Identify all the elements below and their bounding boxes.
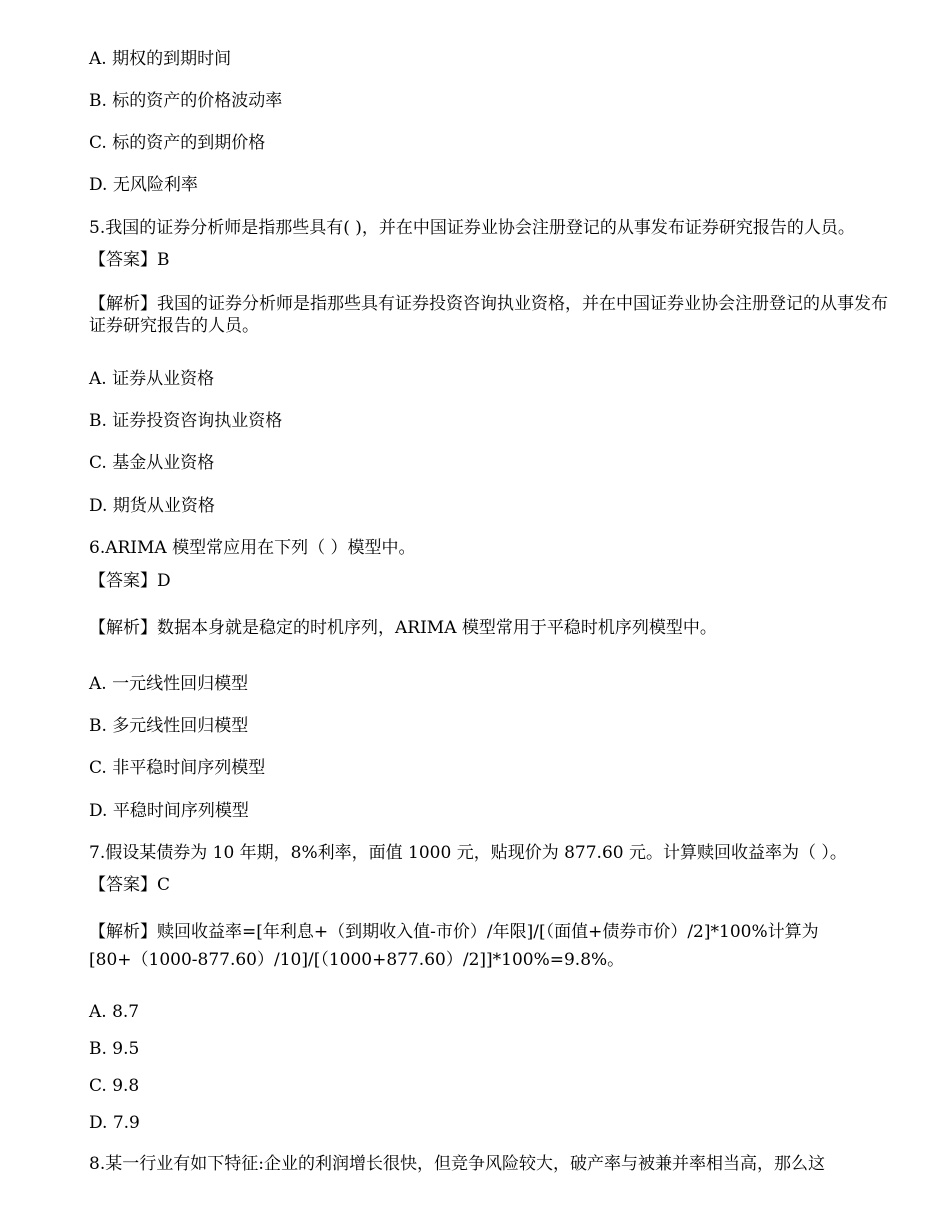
q4-option-d: D. 无风险利率 (89, 175, 198, 195)
q6-answer: 【答案】D (89, 571, 171, 591)
q7-question: 7.假设某债券为 10 年期，8%利率，面值 1000 元，贴现价为 877.60 元。计算赎回收益率为（ ）。 (89, 843, 847, 863)
q7-option-d: D. 7.9 (89, 1113, 140, 1133)
q5-answer: 【答案】B (89, 250, 170, 270)
q5-option-d: D. 期货从业资格 (89, 496, 215, 516)
q6-analysis: 【解析】数据本身就是稳定的时机序列，ARIMA 模型常用于平稳时机序列模型中。 (89, 618, 717, 638)
q6-option-c: C. 非平稳时间序列模型 (89, 758, 266, 778)
q7-option-a: A. 8.7 (89, 1002, 140, 1022)
q6-question: 6.ARIMA 模型常应用在下列（ ）模型中。 (89, 538, 416, 558)
q6-option-d: D. 平稳时间序列模型 (89, 801, 249, 821)
q6-option-b: B. 多元线性回归模型 (89, 716, 249, 736)
q4-option-a: A. 期权的到期时间 (89, 49, 232, 69)
q5-option-c: C. 基金从业资格 (89, 453, 215, 473)
q8-question: 8.某一行业有如下特征:企业的利润增长很快，但竞争风险较大，破产率与被兼并率相当高，那么这 (89, 1154, 825, 1174)
q5-option-b: B. 证券投资咨询执业资格 (89, 411, 283, 431)
q5-question: 5.我国的证券分析师是指那些具有( )，并在中国证券业协会注册登记的从事发布证券研究报告的人员。 (89, 218, 855, 238)
q6-option-a: A. 一元线性回归模型 (89, 674, 249, 694)
q7-option-b: B. 9.5 (89, 1039, 140, 1059)
q7-analysis-line2: [80+（1000-877.60）/10]/[（1000+877.60）/2]]*100%=9.8%。 (89, 950, 625, 970)
q4-option-b: B. 标的资产的价格波动率 (89, 91, 283, 111)
q5-option-a: A. 证券从业资格 (89, 369, 215, 389)
q4-option-c: C. 标的资产的到期价格 (89, 133, 266, 153)
q7-option-c: C. 9.8 (89, 1076, 140, 1096)
q7-analysis-line1: 【解析】赎回收益率=[年利息+（到期收入值-市价）/年限]/[（面值+债券市价）/2]*100%计算为 (89, 922, 819, 942)
q7-answer: 【答案】C (89, 875, 171, 895)
q5-analysis: 【解析】我国的证券分析师是指那些具有证券投资咨询执业资格，并在中国证券业协会注册登记的从事发布证券研究报告的人员。 (89, 294, 888, 336)
